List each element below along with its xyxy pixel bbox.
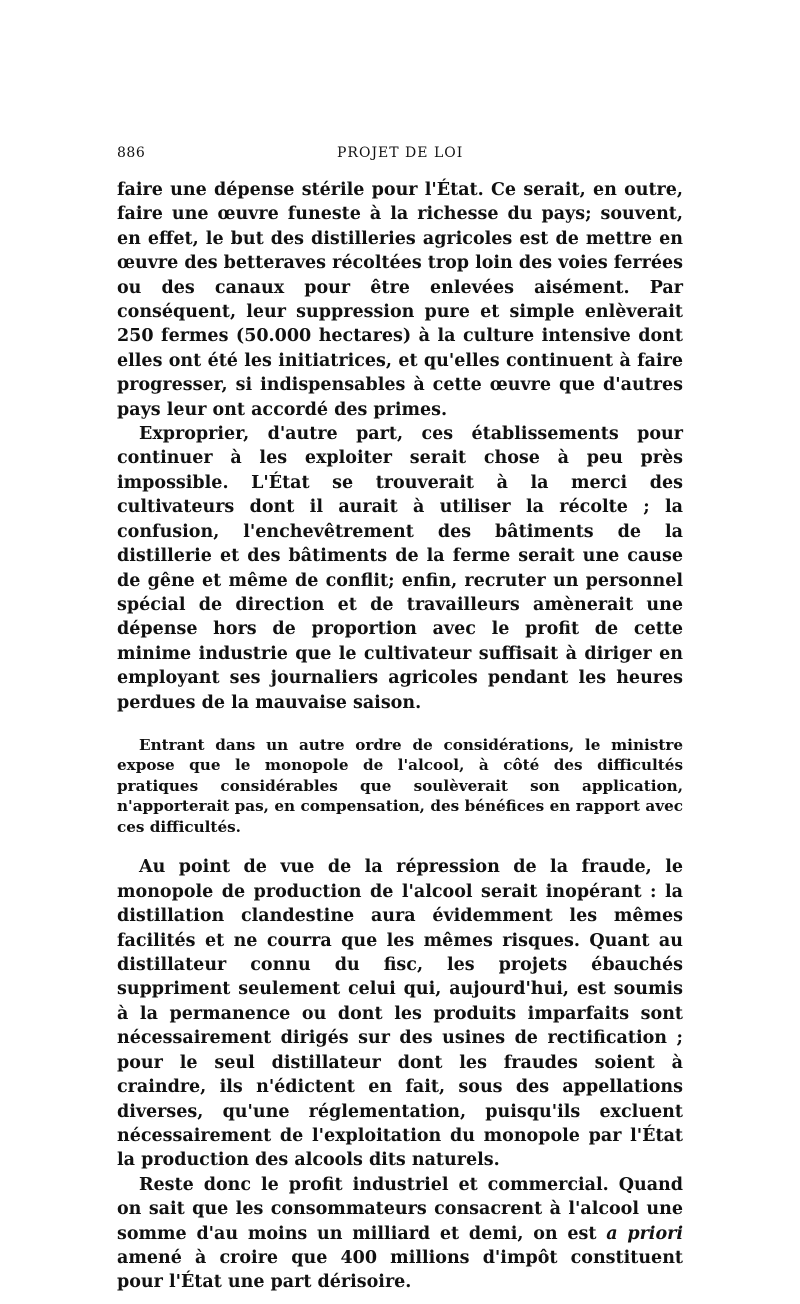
- paragraph-fraud: Au point de vue de la répression de la fraude, le monopole de production de l'alcool serait inopérant : la distillation clandestine aura évidemment les mêmes facilités et ne courra que les mêmes risques. Quant au distillateur connu du fisc, les projets ébauchés suppriment seulement celui qui, aujourd'hui, est soumis à la permanence ou dont les produits imparfaits sont nécessairement dirigés sur des usines de rectification ; pour le seul distillateur dont les fraudes soient à craindre, ils n'édictent en fait, sous des appellations diverses, qu'une réglementation, puisqu'ils excluent nécessairement de l'exploitation du monopole par l'État la production des alcools dits naturels.: [117, 857, 683, 1171]
- running-title: PROJET DE LOI: [337, 145, 464, 161]
- paragraph-profit: [117, 1173, 683, 1295]
- paragraph-continuation: faire une dépense stérile pour l'État. Ce serait, en outre, faire une œuvre funeste à la richesse du pays; souvent, en effet, le but des distilleries agricoles est de mettre en œuvre des betteraves récoltées trop loin des voies ferrées ou des canaux pour être enlevées aisément. Par conséquent, leur suppression pure et simple enlèverait 250 fermes (50.000 hectares) à la culture intensive dont elles ont été les initiatrices, et qu'elles continuent à faire progresser, si indispensables à cette œuvre que d'autres pays leur ont accordé des primes.: [117, 180, 683, 420]
- paragraph-expropriation: Exproprier, d'autre part, ces établissements pour continuer à les exploiter serait chose à peu près impossible. L'État se trouverait à la merci des cultivateurs dont il aurait à utiliser la récolte ; la confusion, l'enchevêtrement des bâtiments de la distillerie et des bâtiments de la ferme serait une cause de gêne et même de conflit; enfin, recruter un personnel spécial de direction et de travailleurs amènerait une dépense hors de proportion avec le profit de cette minime industrie que le cultivateur suffisait à diriger en employant ses journaliers agricoles pendant les heures perdues de la mauvaise saison.: [117, 424, 683, 713]
- page-number: 886: [117, 145, 146, 161]
- profit-text-start: Reste donc le profit industriel et commercial. Quand on sait que les consommateurs consacrent à l'alcool une somme d'au moins un milliard et demi, on est: [117, 1174, 683, 1244]
- italic-phrase: a priori: [606, 1223, 683, 1244]
- profit-text-end: amené à croire que 400 millions d'impôt constituent pour l'État une part dérisoire.: [117, 1247, 683, 1293]
- document-page: [117, 145, 683, 1295]
- running-header: [117, 145, 683, 169]
- summary-paragraph: Entrant dans un autre ordre de considérations, le ministre expose que le monopole de l'alcool, à côté des difficultés pratiques considérables que soulèverait son application, n'apporterait pas, en compensation, des bénéfices en rapport avec ces difficultés.: [117, 735, 683, 836]
